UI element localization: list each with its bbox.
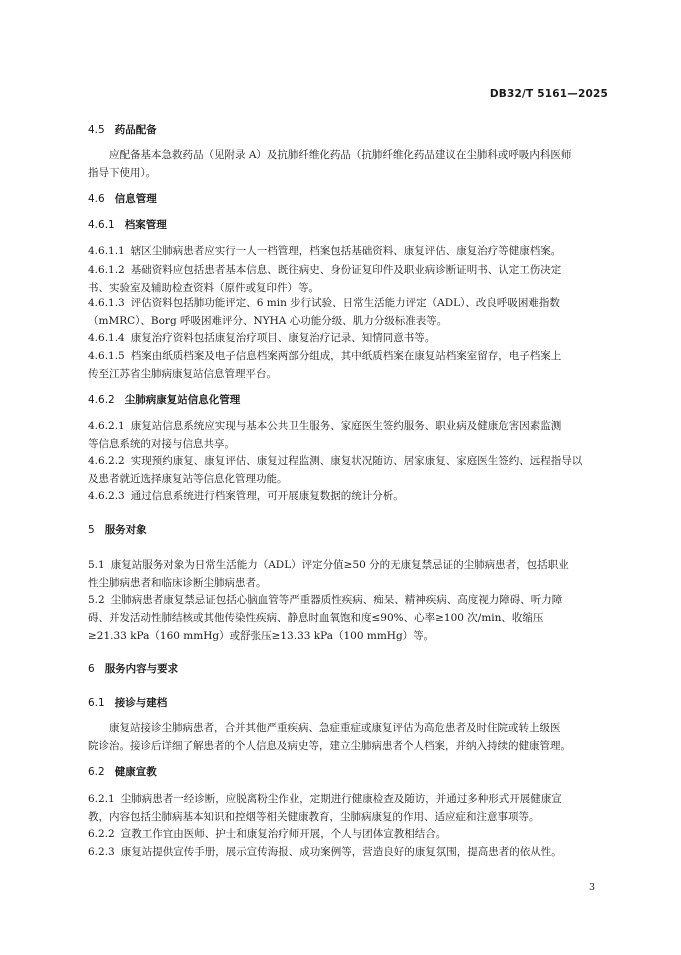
heading-6: 6 服务内容与要求 — [88, 663, 179, 675]
clause-4-6-1-3: 4.6.1.3 评估资料包括肺功能评定、6 min 步行试验、日常生活能力评定（ADL）、改良呼吸困难指数 （mMRC）、Borg 呼吸困难评分、NYHA 心功能分级、肌力分级标准表等。 — [88, 297, 560, 327]
clause-4-6-2-3: 4.6.2.3 通过信息系统进行档案管理，可开展康复数据的统计分析。 — [88, 490, 404, 502]
clause-4-6-2-2: 4.6.2.2 实现预约康复、康复评估、康复过程监测、康复状况随访、居家康复、家庭医生签约、远程指导以 及患者就近选择康复站等信息化管理功能。 — [88, 455, 583, 485]
clause-6-2-1: 6.2.1 尘肺病患者一经诊断，应脱离粉尘作业，定期进行健康检查及随访，并通过多种形式开展健康宣 教，内容包括尘肺病基本知识和控烟等相关健康教育，尘肺病康复的作用、适应症和注意事项等。 — [88, 793, 562, 823]
heading-4-6-1: 4.6.1 档案管理 — [88, 219, 167, 231]
clause-4-6-1-4: 4.6.1.4 康复治疗资料包括康复治疗项目、康复治疗记录、知情同意书等。 — [88, 332, 436, 344]
heading-6-2: 6.2 健康宣教 — [88, 766, 157, 778]
paragraph-6-1: 康复站接诊尘肺病患者，合并其他严重疾病、急症重症或康复评估为高危患者及时住院或转上级医 院诊治。接诊后详细了解患者的个人信息及病史等，建立尘肺病患者个人档案，并纳入持续的健康管理。 — [88, 722, 571, 752]
clause-6-2-3: 6.2.3 康复站提供宣传手册，展示宣传海报、成功案例等，营造良好的康复氛围，提高患者的依从性。 — [88, 846, 562, 858]
standard-number: DB32/T 5161—2025 — [489, 88, 608, 100]
clause-4-6-1-5: 4.6.1.5 档案由纸质档案及电子信息档案两部分组成，其中纸质档案在康复站档案室留存，电子档案上 传至江苏省尘肺病康复站信息管理平台。 — [88, 350, 562, 380]
clause-4-6-1-1: 4.6.1.1 辖区尘肺病患者应实行一人一档管理，档案包括基础资料、康复评估、康复治疗等健康档案。 — [88, 245, 562, 257]
clause-5-1: 5.1 康复站服务对象为日常生活能力（ADL）评定分值≥50 分的无康复禁忌证的尘肺病患者，包括职业 性尘肺病患者和临床诊断尘肺病患者。 — [88, 559, 569, 589]
clause-4-6-2-1: 4.6.2.1 康复站信息系统应实现与基本公共卫生服务、家庭医生签约服务、职业病及健康危害因素监测 等信息系统的对接与信息共享。 — [88, 420, 562, 450]
clause-5-2: 5.2 尘肺病患者康复禁忌证包括心脑血管等严重器质性疾病、痴呆、精神疾病、高度视力障碍、听力障 碍、并发活动性肺结核或其他传染性疾病、静息时血氧饱和度≤90%、心率≥100 次/min、收缩压 ≥21.33 kPa（160 mmHg）或舒张压≥13.33 kPa（100 mmHg）等。 — [88, 594, 563, 642]
heading-5: 5 服务对象 — [88, 524, 147, 536]
page-number: 3 — [588, 882, 595, 893]
heading-4-6: 4.6 信息管理 — [88, 193, 157, 205]
heading-4-6-2: 4.6.2 尘肺病康复站信息化管理 — [88, 394, 241, 406]
heading-6-1: 6.1 接诊与建档 — [88, 697, 168, 709]
clause-6-2-2: 6.2.2 宣教工作宜由医师、护士和康复治疗师开展，个人与团体宣教相结合。 — [88, 828, 447, 840]
clause-4-6-1-2: 4.6.1.2 基础资料应包括患者基本信息、既往病史、身份证复印件及职业病诊断证明书、认定工伤决定 书、实验室及辅助检查资料（原件或复印件）等。 — [88, 264, 562, 294]
heading-4-5: 4.5 药品配备 — [88, 124, 157, 136]
paragraph-4-5: 应配备基本急救药品（见附录 A）及抗肺纤维化药品（抗肺纤维化药品建议在尘肺科或呼吸内科医师 指导下使用）。 — [88, 149, 572, 179]
